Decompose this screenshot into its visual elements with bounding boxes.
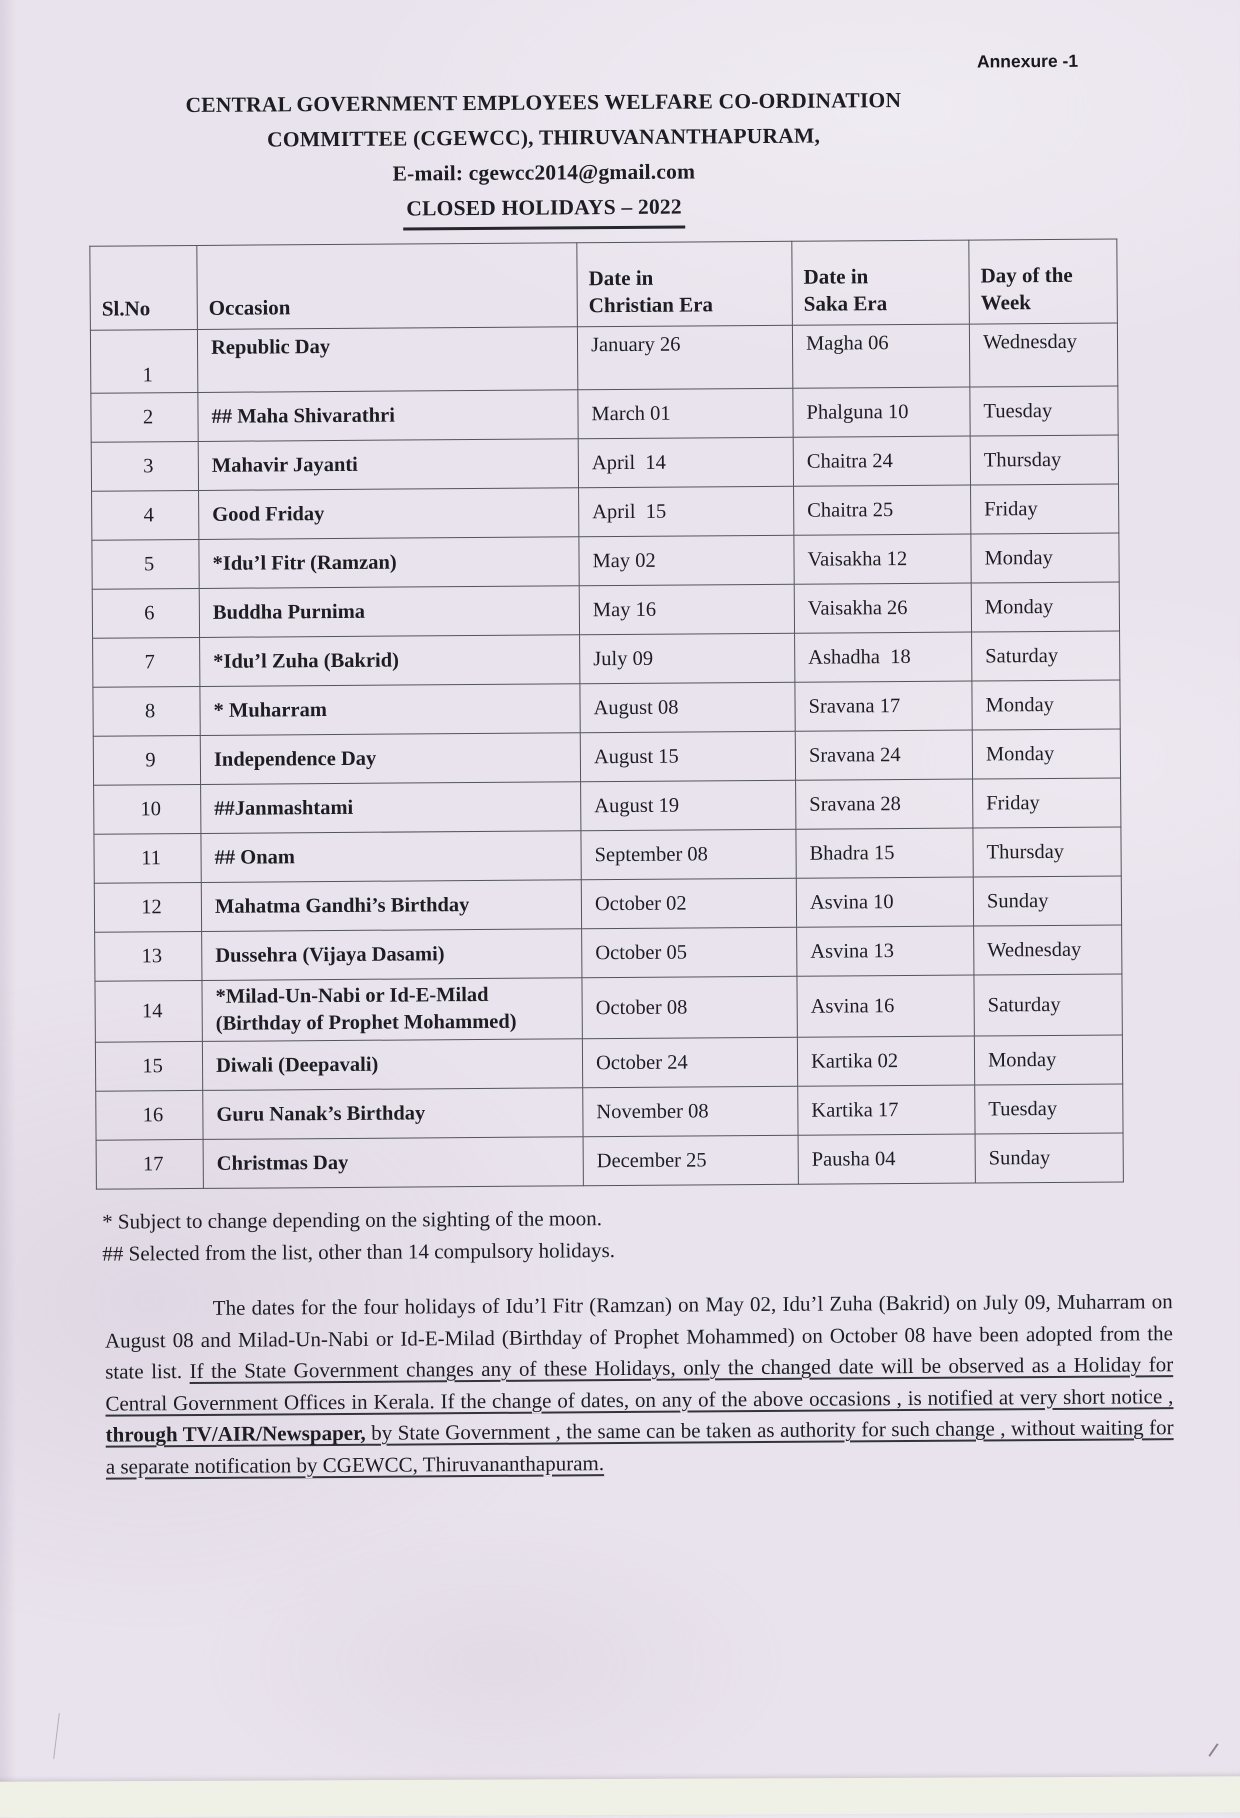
holiday-row	[93, 680, 1120, 736]
cell-slno: 10	[94, 784, 201, 834]
cell-slno: 17	[96, 1139, 203, 1189]
cell-day: Sunday	[973, 876, 1121, 926]
cell-slno: 15	[95, 1041, 202, 1091]
cell-occasion: ## Onam	[201, 831, 581, 883]
cell-day: Thursday	[970, 435, 1118, 485]
cell-occasion: Mahavir Jayanti	[198, 439, 578, 491]
cell-occasion: *Idu’l Fitr (Ramzan)	[199, 537, 579, 589]
cell-date-christian: April 14	[578, 437, 793, 487]
scan-scratch-mark	[53, 1713, 60, 1759]
cell-occasion: Good Friday	[199, 488, 579, 540]
cell-day: Monday	[971, 582, 1119, 632]
header-date-christian-line1: Date in	[588, 265, 654, 291]
cell-date-christian: April 15	[579, 486, 794, 536]
paragraph-normal-text: The dates for the four holidays of Idu’l Fitr (Ramzan) on May 02, Idu’l Zuha (Bakrid) on July 09, Muharram on August 08 and Milad-Un-Nabi or Id-E-Milad (Birthday of Prophet Mohammed) on October 08 have been adopted from the state list.	[104, 1289, 1174, 1384]
cell-date-christian: September 08	[581, 829, 796, 879]
cell-slno: 3	[91, 441, 198, 491]
cell-day: Monday	[972, 729, 1120, 779]
cell-slno: 11	[94, 833, 201, 883]
holiday-row	[96, 1084, 1123, 1140]
cell-day: Tuesday	[975, 1084, 1123, 1134]
holiday-row	[93, 729, 1120, 785]
cell-date-saka: Sravana 17	[795, 681, 972, 731]
cell-occasion: Mahatma Gandhi’s Birthday	[201, 880, 581, 932]
cell-slno: 1	[90, 329, 197, 393]
cell-day: Sunday	[975, 1133, 1123, 1183]
cell-date-saka: Phalguna 10	[793, 387, 970, 437]
holiday-row	[95, 925, 1122, 981]
cell-slno: 2	[91, 392, 198, 442]
cell-day: Monday	[974, 1035, 1122, 1085]
cell-slno: 7	[93, 637, 200, 687]
scan-pen-mark	[1208, 1743, 1218, 1756]
header-occasion-label: Occasion	[208, 295, 291, 320]
cell-date-saka: Ashadha 18	[795, 632, 972, 682]
header-occasion	[197, 243, 578, 330]
cell-day: Monday	[972, 680, 1120, 730]
cell-date-saka: Asvina 16	[797, 975, 974, 1037]
cell-day: Friday	[973, 778, 1121, 828]
footnote-moon: * Subject to change depending on the sighting of the moon.	[102, 1206, 603, 1234]
cell-date-christian: August 15	[580, 731, 795, 781]
cell-occasion: ## Maha Shivarathri	[198, 390, 578, 442]
cell-date-saka: Asvina 13	[797, 926, 974, 976]
holidays-table-body	[90, 323, 1123, 1189]
cell-date-christian: November 08	[583, 1086, 798, 1136]
cell-occasion: Buddha Purnima	[199, 586, 579, 638]
cell-date-christian: May 16	[579, 584, 794, 634]
cell-date-saka: Chaitra 24	[793, 436, 970, 486]
document-title	[79, 187, 1009, 232]
cell-date-christian: August 08	[580, 682, 795, 732]
holiday-row	[90, 323, 1117, 393]
annexure-label: Annexure -1	[976, 50, 1079, 72]
header-date-saka-line2: Saka Era	[803, 291, 888, 316]
cell-occasion: Republic Day	[197, 327, 577, 393]
cell-date-saka: Bhadra 15	[796, 828, 973, 878]
holiday-row	[91, 386, 1118, 442]
cell-date-christian: October 02	[581, 878, 796, 928]
footnotes	[102, 1198, 1240, 1270]
holiday-row	[96, 1133, 1123, 1189]
holiday-row	[94, 876, 1121, 932]
cell-day: Wednesday	[974, 925, 1122, 975]
scanned-document-page	[0, 50, 1240, 1807]
cell-slno: 9	[93, 735, 200, 785]
cell-date-saka: Pausha 04	[798, 1134, 975, 1184]
cell-day: Monday	[971, 533, 1119, 583]
cell-day: Wednesday	[969, 323, 1117, 387]
cell-date-saka: Vaisakha 26	[794, 583, 971, 633]
cell-date-saka: Kartika 17	[798, 1085, 975, 1135]
cell-date-saka: Sravana 24	[795, 730, 972, 780]
cell-day: Friday	[971, 484, 1119, 534]
header-slno	[90, 245, 198, 330]
document-header	[78, 82, 1009, 232]
cell-occasion: *Milad-Un-Nabi or Id-E-Milad (Birthday of Prophet Mohammed)	[202, 978, 582, 1042]
cell-date-saka: Sravana 28	[796, 779, 973, 829]
org-email: E-mail: cgewcc2014@gmail.com	[392, 159, 696, 186]
header-day-line2: Week	[980, 290, 1031, 315]
cell-date-christian: May 02	[579, 535, 794, 585]
holiday-row	[95, 1035, 1122, 1091]
paragraph-underlined-text-1: If the State Government changes any of these Holidays, only the changed date will be observed as a Holiday for Central Government Offices in Kerala. If the change of dates, on any of the above occasions , is notified at very short notice ,	[105, 1352, 1174, 1416]
holiday-row	[93, 631, 1120, 687]
cell-date-christian: October 24	[582, 1037, 797, 1087]
header-day-of-week	[969, 239, 1118, 324]
cell-date-christian: July 09	[580, 633, 795, 683]
holidays-table	[89, 239, 1124, 1190]
cell-occasion: ##Janmashtami	[201, 782, 581, 834]
cell-occasion: Diwali (Deepavali)	[202, 1039, 582, 1091]
cell-date-christian: August 19	[581, 780, 796, 830]
header-day-line1: Day of the	[980, 262, 1073, 288]
cell-occasion: Christmas Day	[203, 1137, 583, 1189]
cell-slno: 4	[92, 490, 199, 540]
cell-date-christian: March 01	[578, 388, 793, 438]
cell-date-saka: Asvina 10	[796, 877, 973, 927]
cell-date-christian: October 05	[582, 927, 797, 977]
cell-slno: 12	[94, 882, 201, 932]
holiday-row	[94, 778, 1121, 834]
scan-edge-strip	[0, 1776, 1240, 1818]
document-content	[0, 50, 1240, 1484]
org-name-line2: COMMITTEE (CGEWCC), THIRUVANANTHAPURAM,	[267, 123, 821, 152]
paragraph-underlined-text-2: by State Government , the same can be taken as authority for such change , without waiting for a separate notification by CGEWCC, Thiruvananthapuram.	[105, 1415, 1174, 1479]
cell-occasion: * Muharram	[200, 684, 580, 736]
cell-day: Tuesday	[970, 386, 1118, 436]
cell-slno: 6	[92, 588, 199, 638]
holidays-table-header	[90, 239, 1118, 330]
cell-date-saka: Kartika 02	[797, 1036, 974, 1086]
body-paragraph	[105, 1286, 1174, 1482]
cell-occasion: *Idu’l Zuha (Bakrid)	[200, 635, 580, 687]
cell-date-christian: December 25	[583, 1135, 798, 1185]
cell-slno: 13	[95, 931, 202, 981]
cell-slno: 16	[96, 1090, 203, 1140]
paragraph-bold-underlined-text: through TV/AIR/Newspaper,	[105, 1420, 366, 1447]
cell-slno: 14	[95, 980, 202, 1042]
cell-date-christian: October 08	[582, 976, 797, 1038]
header-date-christian-line2: Christian Era	[588, 292, 714, 318]
cell-slno: 8	[93, 686, 200, 736]
header-slno-label: Sl.No	[101, 296, 151, 321]
cell-occasion: Guru Nanak’s Birthday	[203, 1088, 583, 1140]
cell-occasion: Dussehra (Vijaya Dasami)	[202, 929, 582, 981]
header-date-saka-line1: Date in	[803, 264, 869, 289]
header-row	[90, 239, 1118, 330]
cell-date-saka: Magha 06	[792, 324, 969, 388]
cell-day: Saturday	[974, 974, 1122, 1036]
cell-day: Thursday	[973, 827, 1121, 877]
cell-occasion: Independence Day	[200, 733, 580, 785]
holiday-row	[95, 974, 1122, 1042]
cell-date-saka: Vaisakha 12	[794, 534, 971, 584]
cell-slno: 5	[92, 539, 199, 589]
holiday-row	[92, 582, 1119, 638]
holiday-row	[92, 484, 1119, 540]
header-date-christian	[577, 241, 793, 326]
holiday-row	[91, 435, 1118, 491]
org-name-line1: CENTRAL GOVERNMENT EMPLOYEES WELFARE CO-ORDINATION	[185, 88, 902, 118]
header-date-saka	[792, 240, 970, 325]
footnote-selected: ## Selected from the list, other than 14 compulsory holidays.	[102, 1238, 616, 1266]
holiday-row	[94, 827, 1121, 883]
cell-date-christian: January 26	[577, 325, 792, 389]
cell-day: Saturday	[972, 631, 1120, 681]
holiday-row	[92, 533, 1119, 589]
cell-date-saka: Chaitra 25	[794, 485, 971, 535]
document-title-text: CLOSED HOLIDAYS – 2022	[403, 190, 685, 231]
